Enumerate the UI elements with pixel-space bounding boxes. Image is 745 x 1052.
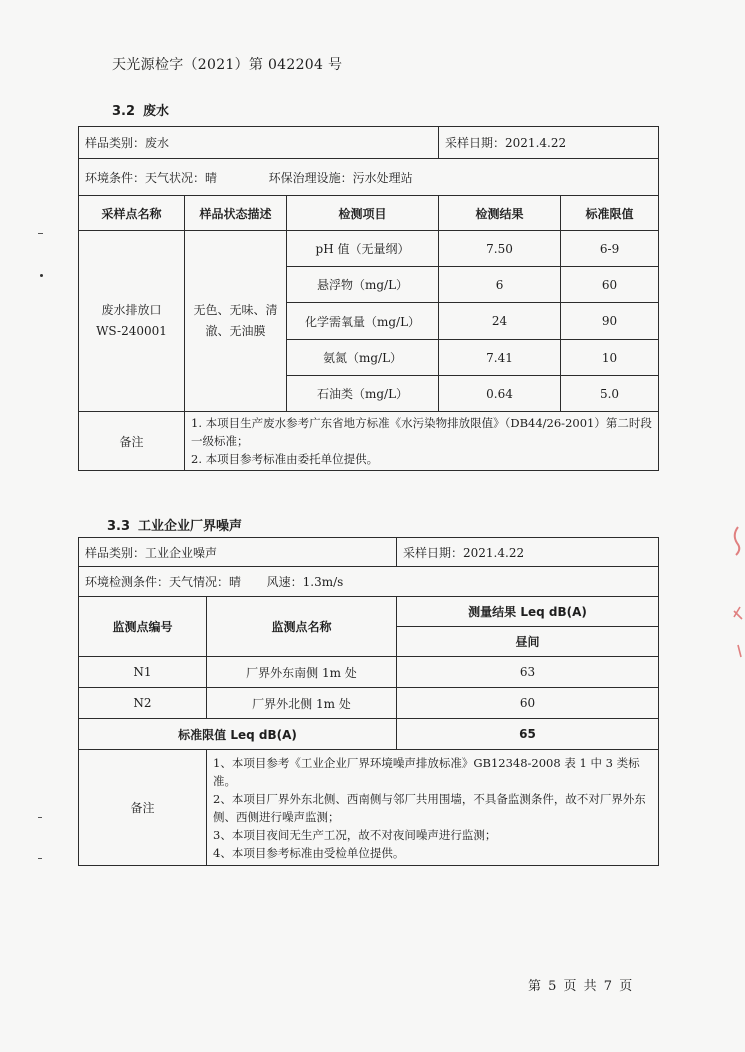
section-title-wastewater bbox=[112, 100, 169, 119]
section-title-noise bbox=[107, 515, 242, 534]
header-result: 测量结果 Leq dB(A) bbox=[397, 597, 659, 627]
remark-line: 2、本项目厂界外东北侧、西南侧与邻厂共用围墙，不具备监测条件，故不对厂界外东侧、西侧进行噪声监测； bbox=[213, 791, 646, 824]
remark-label: 备注 bbox=[79, 750, 207, 866]
remark-content bbox=[185, 412, 659, 471]
environment-condition: 环境条件：天气状况：晴 bbox=[85, 170, 218, 185]
noise-table bbox=[78, 537, 659, 866]
result-cell: 24 bbox=[439, 303, 561, 340]
remark-content bbox=[207, 750, 659, 866]
header-standard-limit: 标准限值 bbox=[561, 196, 659, 231]
sample-point-code: WS-240001 bbox=[96, 324, 167, 338]
sampling-date-cell: 采样日期：2021.4.22 bbox=[397, 538, 659, 567]
header-sample-state: 样品状态描述 bbox=[185, 196, 287, 231]
sample-category-cell: 样品类别：废水 bbox=[79, 127, 439, 159]
sample-point-name: 废水排放口 bbox=[101, 303, 162, 317]
result-cell: 0.64 bbox=[439, 376, 561, 412]
stamp-edge bbox=[728, 515, 745, 665]
section-number: 3.2 bbox=[112, 104, 136, 119]
document-number: 天光源检字（2021）第 042204 号 bbox=[112, 57, 343, 73]
standard-limit-value: 65 bbox=[397, 719, 659, 750]
sample-category-cell: 样品类别：工业企业噪声 bbox=[79, 538, 397, 567]
limit-cell: 6-9 bbox=[561, 231, 659, 267]
scan-mark bbox=[38, 858, 42, 859]
header-daytime: 昼间 bbox=[397, 627, 659, 657]
item-cell: pH 值（无量纲） bbox=[287, 231, 439, 267]
item-cell: 氨氮（mg/L） bbox=[287, 340, 439, 376]
sample-state-line: 澈、无油膜 bbox=[205, 324, 266, 338]
environment-cell bbox=[79, 567, 659, 597]
sample-state-line: 无色、无味、清 bbox=[193, 303, 278, 317]
page-footer: 第 5 页 共 7 页 bbox=[528, 979, 633, 994]
result-cell: 7.50 bbox=[439, 231, 561, 267]
remark-line: 3、本项目夜间无生产工况，故不对夜间噪声进行监测； bbox=[213, 827, 497, 842]
scan-mark bbox=[38, 817, 42, 818]
scan-mark bbox=[40, 274, 43, 277]
sample-point-cell bbox=[79, 231, 185, 412]
treatment-facility: 环保治理设施：污水处理站 bbox=[268, 170, 413, 185]
wind-speed: 风速：1.3m/s bbox=[266, 575, 344, 589]
limit-cell: 5.0 bbox=[561, 376, 659, 412]
remark-line: 2. 本项目参考标准由委托单位提供。 bbox=[191, 452, 379, 466]
section-title-text: 废水 bbox=[143, 104, 170, 119]
point-id-cell: N1 bbox=[79, 657, 207, 688]
standard-limit-label: 标准限值 Leq dB(A) bbox=[79, 719, 397, 750]
header-point-id: 监测点编号 bbox=[79, 597, 207, 657]
section-title-text: 工业企业厂界噪声 bbox=[138, 519, 243, 534]
limit-cell: 60 bbox=[561, 267, 659, 303]
result-cell: 6 bbox=[439, 267, 561, 303]
sampling-date-cell: 采样日期：2021.4.22 bbox=[439, 127, 659, 159]
remark-line: 1. 本项目生产废水参考广东省地方标准《水污染物排放限值》（DB44/26-2001）第二时段一级标准； bbox=[191, 416, 652, 448]
point-id-cell: N2 bbox=[79, 688, 207, 719]
remark-line: 1、本项目参考《工业企业厂界环境噪声排放标准》GB12348-2008 表 1 中 3 类标准。 bbox=[213, 755, 640, 788]
value-cell: 63 bbox=[397, 657, 659, 688]
result-cell: 7.41 bbox=[439, 340, 561, 376]
header-sample-point: 采样点名称 bbox=[79, 196, 185, 231]
point-name-cell: 厂界外东南侧 1m 处 bbox=[207, 657, 397, 688]
header-test-result: 检测结果 bbox=[439, 196, 561, 231]
wastewater-table bbox=[78, 126, 659, 471]
section-number: 3.3 bbox=[107, 519, 131, 534]
limit-cell: 90 bbox=[561, 303, 659, 340]
point-name-cell: 厂界外北侧 1m 处 bbox=[207, 688, 397, 719]
environment-condition: 环境检测条件：天气情况：晴 bbox=[85, 575, 242, 589]
item-cell: 化学需氧量（mg/L） bbox=[287, 303, 439, 340]
scan-mark bbox=[38, 233, 43, 234]
limit-cell: 10 bbox=[561, 340, 659, 376]
environment-cell bbox=[79, 159, 659, 196]
item-cell: 悬浮物（mg/L） bbox=[287, 267, 439, 303]
header-point-name: 监测点名称 bbox=[207, 597, 397, 657]
value-cell: 60 bbox=[397, 688, 659, 719]
header-test-item: 检测项目 bbox=[287, 196, 439, 231]
remark-label: 备注 bbox=[79, 412, 185, 471]
item-cell: 石油类（mg/L） bbox=[287, 376, 439, 412]
remark-line: 4、本项目参考标准由受检单位提供。 bbox=[213, 845, 405, 860]
sample-state-cell bbox=[185, 231, 287, 412]
